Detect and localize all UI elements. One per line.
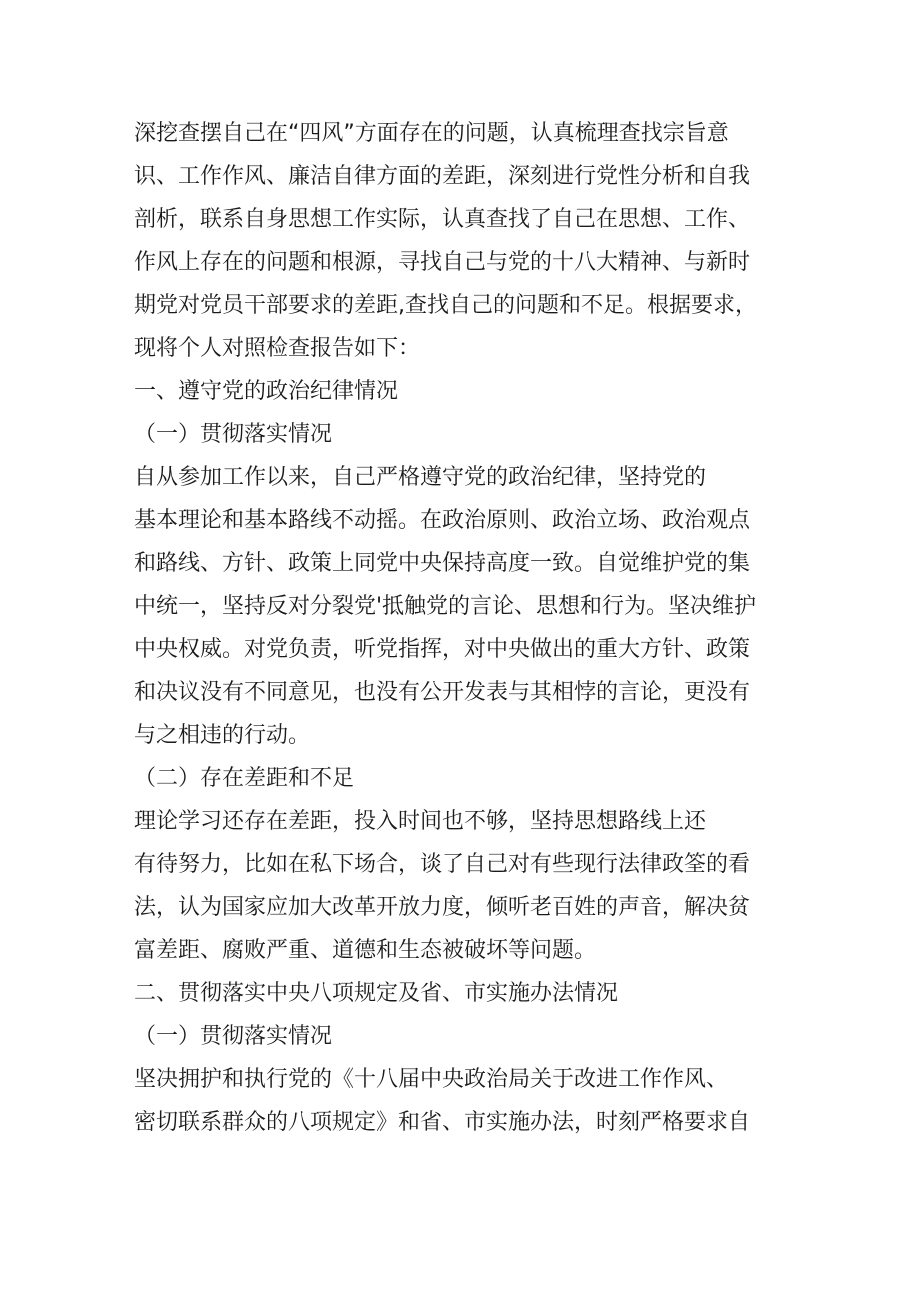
body-line: 中央权威。对党负责，听党指挥，对中央做出的重大方针、政策 bbox=[134, 637, 751, 662]
body-line: 剖析，联系自身思想工作实际，认真查找了自己在思想、工作、 bbox=[134, 207, 751, 232]
paragraph-first-line: 坚决拥护和执行党的《十八届中央政治局关于改进工作作风、 bbox=[134, 1067, 729, 1092]
document-body bbox=[134, 112, 798, 1144]
subsection-heading: （一）贯彻落实情况 bbox=[134, 422, 333, 447]
body-line: 有待努力，比如在私下场合，谈了自己对有些现行法律政筌的看 bbox=[134, 852, 751, 877]
body-line: 与之相违的行动。 bbox=[134, 723, 311, 748]
body-line: 富差距、腐败严重、道德和生态被破坏等问题。 bbox=[134, 938, 597, 963]
body-line: 现将个人对照检查报告如下： bbox=[134, 336, 421, 361]
body-line: 作风上存在的问题和根源，寻找自己与党的十八大精神、与新时 bbox=[134, 250, 751, 275]
body-line: 识、工作作风、廉洁自律方面的差距，深刻进行党性分析和自我 bbox=[134, 164, 751, 189]
paragraph-first-line: 理论学习还存在差距，投入时间也不够，坚持思想路线上还 bbox=[134, 809, 707, 834]
subsection-heading: （一）贯彻落实情况 bbox=[134, 1024, 333, 1049]
subsection-heading: （二）存在差距和不足 bbox=[134, 766, 355, 791]
body-line: 基本理论和基本路线不动摇。在政治原则、政治立场、政治观点 bbox=[134, 508, 751, 533]
paragraph-first-line: 自从参加工作以来，自己严格遵守党的政治纪律，坚持党的 bbox=[134, 465, 707, 490]
body-line: 和路线、方针、政策上同党中央保持高度一致。自觉维护党的集 bbox=[134, 551, 751, 576]
body-line: 期党对党员干部要求的差距,查找自己的问题和不足。根据要求， bbox=[134, 293, 757, 318]
body-line: 法，认为国家应加大改革开放力度，倾听老百姓的声音，解决贫 bbox=[134, 895, 751, 920]
section-heading: 二、贯彻落实中央八项规定及省、市实施办法情况 bbox=[134, 981, 619, 1006]
body-line: 中统一，坚持反对分裂党'抵触党的言论、思想和行为。坚决维护 bbox=[134, 594, 757, 619]
body-line: 和决议没有不同意见，也没有公开发表与其相悖的言论，更没有 bbox=[134, 680, 751, 705]
body-line: 深挖查摆自己在“四风”方面存在的问题，认真梳理查找宗旨意 bbox=[134, 121, 729, 146]
body-line: 密切联系群众的八项规定》和省、市实施办法，时刻严格要求自 bbox=[134, 1110, 751, 1135]
section-heading: 一、遵守党的政治纪律情况 bbox=[134, 379, 399, 404]
